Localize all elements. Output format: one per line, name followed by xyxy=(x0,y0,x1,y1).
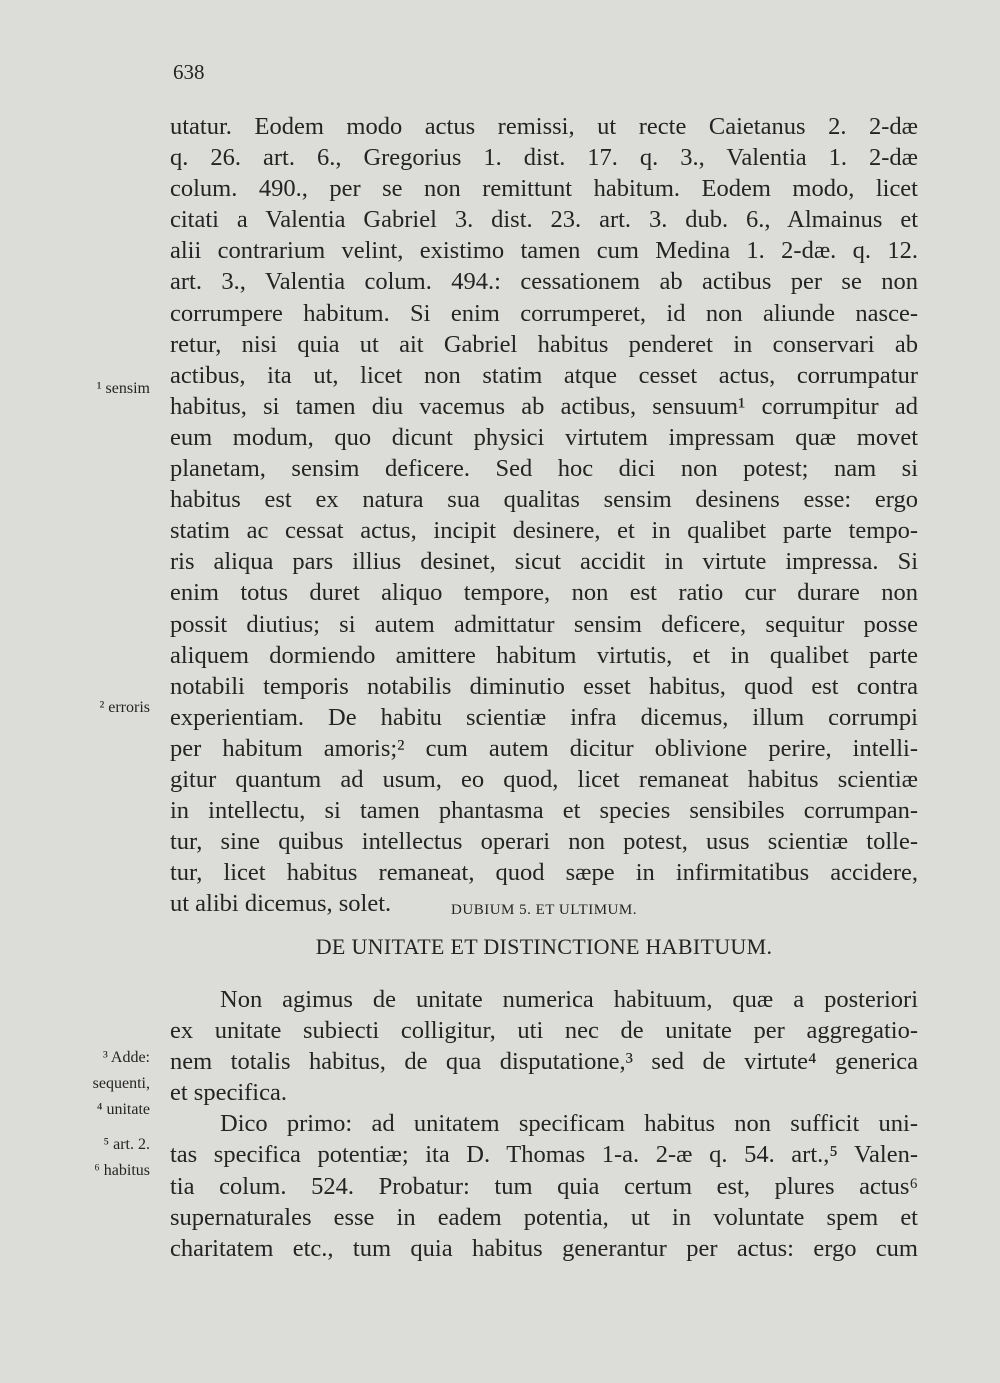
text-line: possit diutius; si autem admittatur sensim deficere, sequitur posse xyxy=(170,610,918,638)
text-line: statim ac cessat actus, incipit desinere, et in qualibet parte tempo- xyxy=(170,517,918,545)
margin-note: ² erroris xyxy=(99,699,150,716)
text-line: art. 3., Valentia colum. 494.: cessationem ab actibus per se non xyxy=(170,268,918,296)
text-line: experientiam. De habitu scientiæ infra dicemus, illum corrumpi xyxy=(170,703,918,731)
text-line: nem totalis habitus, de qua disputatione,³ sed de virtute⁴ generica xyxy=(170,1048,918,1076)
section-label: DUBIUM 5. ET ULTIMUM. xyxy=(451,902,637,918)
section-title: DE UNITATE ET DISTINCTIONE HABITUUM. xyxy=(315,934,773,959)
text-line: planetam, sensim deficere. Sed hoc dici non potest; nam si xyxy=(170,455,918,483)
text-line: Non agimus de unitate numerica habituum, quæ a posteriori xyxy=(220,986,918,1013)
text-line: utatur. Eodem modo actus remissi, ut recte Caietanus 2. 2-dæ xyxy=(170,113,918,140)
text-line: citati a Valentia Gabriel 3. dist. 23. art. 3. dub. 6., Almainus et xyxy=(170,206,918,234)
text-line: eum modum, quo dicunt physici virtutem impressam quæ movet xyxy=(170,423,918,451)
text-line: et specifica. xyxy=(170,1079,287,1107)
text-line: habitus est ex natura sua qualitas sensim desinens esse: ergo xyxy=(170,486,918,514)
paragraph-1 xyxy=(170,111,918,919)
margin-note: ⁴ unitate xyxy=(96,1101,150,1118)
margin-note: ¹ sensim xyxy=(96,380,150,397)
paragraph-2-3 xyxy=(170,984,918,1264)
text-line: enim totus duret aliquo tempore, non est ratio cur durare non xyxy=(170,579,918,607)
text-line: tia colum. 524. Probatur: tum quia certum est, plures actus⁶ xyxy=(170,1172,918,1200)
text-line: Dico primo: ad unitatem specificam habitus non sufficit uni- xyxy=(220,1110,918,1138)
margin-note: ³ Adde: xyxy=(102,1049,150,1066)
margin-note: ⁵ art. 2. xyxy=(103,1136,150,1153)
text-line: ut alibi dicemus, solet. xyxy=(170,890,392,918)
text-line: habitus, si tamen diu vacemus ab actibus, sensuum¹ corrumpitur ad xyxy=(170,392,918,420)
text-line: supernaturales esse in eadem potentia, ut in voluntate spem et xyxy=(170,1203,918,1231)
text-line: in intellectu, si tamen phantasma et species sensibiles corrumpan- xyxy=(170,797,918,825)
text-line: tur, sine quibus intellectus operari non potest, usus scientiæ tolle- xyxy=(170,828,918,856)
text-line: alii contrarium velint, existimo tamen cum Medina 1. 2-dæ. q. 12. xyxy=(170,237,918,265)
text-line: q. 26. art. 6., Gregorius 1. dist. 17. q. 3., Valentia 1. 2-dæ xyxy=(170,144,918,172)
text-line: ris aliqua pars illius desinet, sicut accidit in virtute impressa. Si xyxy=(170,548,918,576)
text-line: tas specifica potentiæ; ita D. Thomas 1-a. 2-æ q. 54. art.,⁵ Valen- xyxy=(170,1141,918,1169)
text-line: aliquem dormiendo amittere habitum virtutis, et in qualibet parte xyxy=(170,641,918,669)
text-line: retur, nisi quia ut ait Gabriel habitus penderet in conservari ab xyxy=(170,330,918,358)
text-line: notabili temporis notabilis diminutio esset habitus, quod est contra xyxy=(170,672,918,700)
text-line: ex unitate subiecti colligitur, uti nec de unitate per aggregatio- xyxy=(170,1017,918,1045)
page-number: 638 xyxy=(173,60,205,84)
text-line: tur, licet habitus remaneat, quod sæpe in infirmitatibus accidere, xyxy=(170,859,918,887)
text-line: colum. 490., per se non remittunt habitum. Eodem modo, licet xyxy=(170,175,918,203)
text-line: actibus, ita ut, licet non statim atque cesset actus, corrumpatur xyxy=(170,361,918,389)
margin-note: sequenti, xyxy=(92,1075,150,1092)
text-line: gitur quantum ad usum, eo quod, licet remaneat habitus scientiæ xyxy=(170,765,918,793)
text-line: per habitum amoris;² cum autem dicitur oblivione perire, intelli- xyxy=(170,734,918,762)
text-line: corrumpere habitum. Si enim corrumperet, id non aliunde nasce- xyxy=(170,299,918,327)
text-line: charitatem etc., tum quia habitus generantur per actus: ergo cum xyxy=(170,1234,918,1262)
margin-note: ⁶ habitus xyxy=(94,1162,150,1179)
